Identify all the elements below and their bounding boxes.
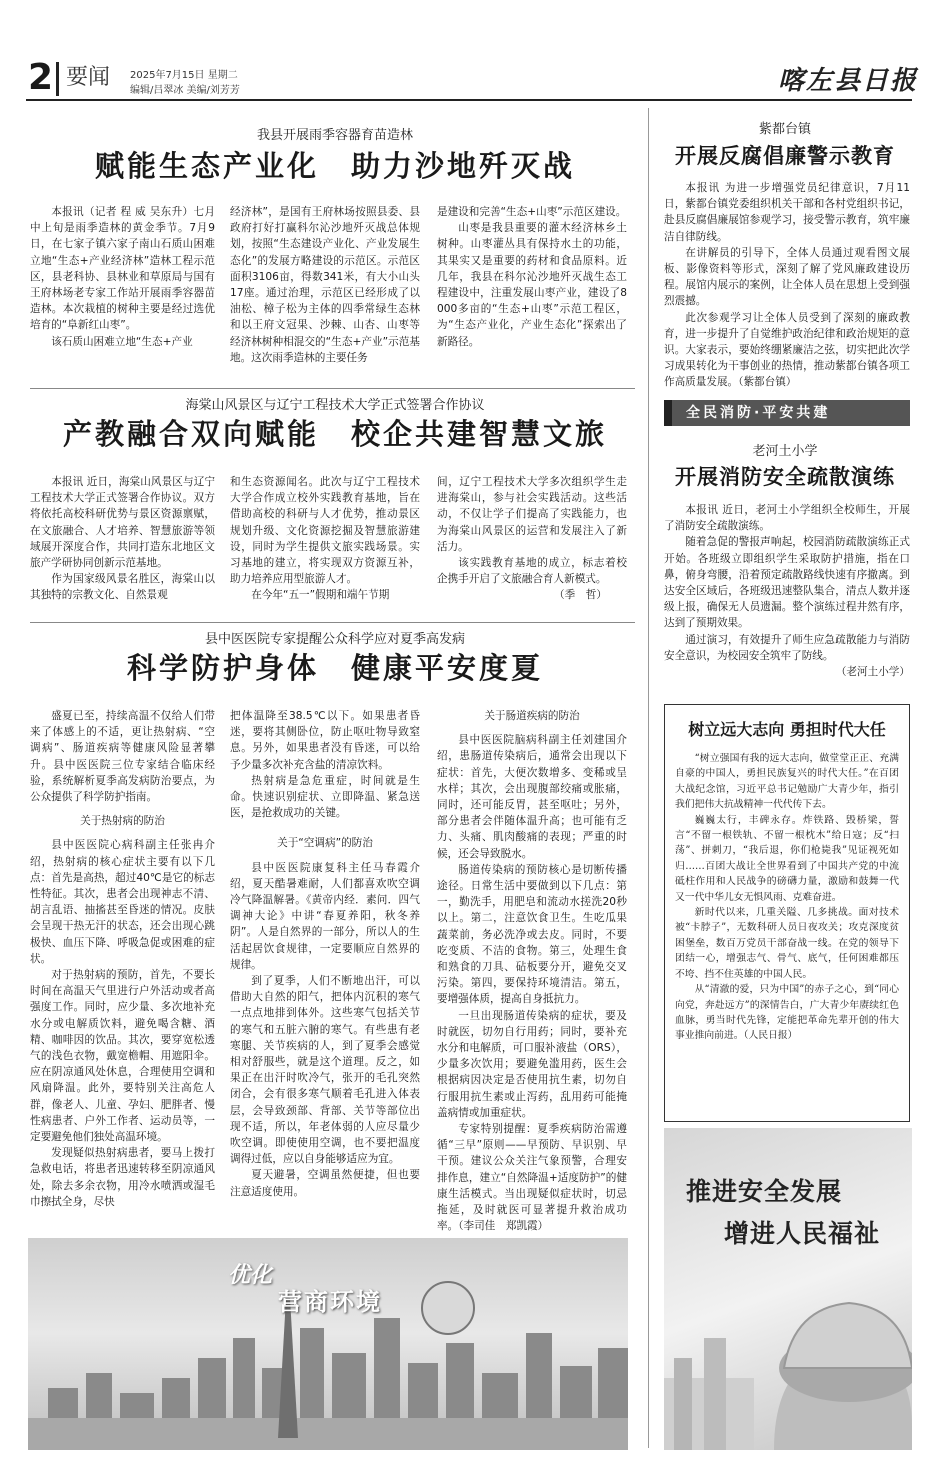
r1-body — [664, 180, 910, 391]
editorial-title: 树立远大志向 勇担时代大任 — [688, 720, 886, 739]
editor-line: 编辑/吕翠冰 美编/刘芳芳 — [130, 85, 240, 96]
paragraph: 县中医医院脑病科副主任刘建国介绍，患肠道传染病后，通常会出现以下症状：首先，大便次数增多、变稀或呈水样；其次，会出现腹部绞痛或胀痛，同时，还可能反胃，甚至呕吐；另外，部分患者会伴随体温升高；也可能有乏力、头痛、肌肉酸痛的表现；严重的时候，还会导致脱水。 — [437, 734, 627, 860]
section-name: 要闻 — [66, 65, 111, 90]
editorial-body — [675, 751, 899, 1044]
r2-title: 开展消防安全疏散演练 — [675, 464, 895, 489]
paragraph: 本报讯（记者 程 威 吴东升）七月中上旬是雨季造林的黄金季节。7月9日，在七家子镇六家子南山石质山困难立地“生态+产业经济林”造林工程示范区，县老科协、县林业和草原局与国有王府林场老专家工作站开展雨季容器苗造林。本次栽植的树种主要是经过选优培育的“阜新红山枣”。 — [30, 206, 215, 332]
page-number: 2 — [28, 57, 54, 98]
paragraph: 作为国家级风景名胜区，海棠山以其独特的宗教文化、自然景观 — [30, 573, 215, 602]
header-divider-bar — [56, 62, 59, 96]
paragraph: 到了夏季，人们不断地出汗，可以借助大自然的阳气，把体内沉积的寒气一点点地排到体外。这些寒气包括关节的寒气和五脏六腑的寒气。有些患有老寒腿、关节疾病的人，到了夏季会感觉相对舒服些，就是这个道理。反之，如果正在出汗时吹冷气，张开的毛孔突然闭合，会有很多寒气顺着毛孔进入体表层，会导致颈部、背部、关节等部位出现不适，所以，年老体弱的人应尽量少吹空调。即使使用空调，也不要把温度调得过低，应以自身能够适应为宜。 — [230, 975, 420, 1166]
masthead-logo: 喀左县日报 — [778, 66, 919, 96]
paragraph: 本报讯 近日，海棠山风景区与辽宁工程技术大学正式签署合作协议。双方将依托高校科研优势与景区资源禀赋，在文旅融合、人才培养、智慧旅游等领域展开深度合作，共同打造东北地区文旅产学研协同创新示范基地。 — [30, 476, 215, 570]
paragraph: 专家特别提醒：夏季疾病防治需遵循“三早”原则——早预防、早识别、早干预。建议公众关注气象预警，合理安排作息，建立“自然降温+适度防护”的健康生活模式。当出现疑似症状时，切忌拖延，及时就医可显著提升救治成功率。（李司佳 郑凯霞） — [437, 1123, 627, 1233]
paragraph: 本报讯 近日，老河土小学组织全校师生，开展了消防安全疏散演练。 — [664, 504, 910, 533]
fire-safety-banner — [664, 400, 910, 426]
paragraph: 夏天避暑，空调虽然便捷，但也要注意适度使用。 — [230, 1169, 420, 1198]
a3-section-ac: 关于“空调病”的防治 — [277, 837, 373, 850]
paragraph: 从“清澈的爱，只为中国”的赤子之心，到“同心向党，奔赴远方”的深情告白，广大青少年赓续红色血脉，勇当时代先锋，定能把革命先辈开创的伟大事业推向前进。（人民日报） — [675, 984, 899, 1042]
a2-bottom-rule — [30, 622, 635, 623]
paragraph: 发现疑似热射病患者，要马上拨打急救电话，将患者迅速转移至阴凉通风处，除去多余衣物，用冷水喷洒或湿毛巾擦拭全身，尽快 — [30, 1147, 215, 1208]
paragraph: 在讲解员的引导下，全体人员通过观看图文展板、影像资料等形式，深刻了解了党风廉政建设历程。展馆内展示的案例，让全体人员在思想上受到强烈震撼。 — [664, 246, 910, 308]
ad-right-line1: 推进安全发展 — [686, 1177, 843, 1206]
paragraph: 和生态资源闻名。此次与辽宁工程技术大学合作成立校外实践教育基地，旨在借助高校的科研与人才优势，推动景区规划升级、文化资源挖掘及智慧旅游建设，同时为学生提供文旅实践场景。实习基地的建立，将实现双方资源互补，助力培养应用型旅游人才。 — [230, 476, 420, 586]
a3-col1 — [30, 708, 215, 1210]
banner-accent — [664, 400, 672, 426]
paragraph: 在今年“五一”假期和端午节期 — [251, 589, 390, 602]
a1-subtitle: 我县开展雨季容器育苗造林 — [256, 128, 413, 143]
city-skyline-icon — [28, 1238, 628, 1450]
paragraph: 该石质山困难立地“生态+产业 — [51, 335, 193, 348]
paragraph: 对于热射病的预防，首先，不要长时间在高温天气里进行户外活动或者高强度工作。同时，应少量、多次地补充水分或电解质饮料，避免喝含糖、酒精、咖啡因的饮品。其次，要穿宽松透气的浅色衣物，戴宽檐帽、用遮阳伞。应在阴凉通风处休息，合理使用空调和风扇降温。此外，要特别关注高危人群，像老人、儿童、孕妇、肥胖者、慢性病患者、户外工作者、运动员等，一定要避免他们独处高温环境。 — [30, 969, 215, 1144]
a3-subtitle: 县中医医院专家提醒公众科学应对夏季高发病 — [204, 632, 465, 647]
paragraph: 把体温降至38.5℃以下。如果患者昏迷，要将其侧卧位，防止呕吐物导致窒息。另外，如果患者没有昏迷，可以给予少量多次补充含盐的清凉饮料。 — [230, 710, 420, 771]
paragraph: 一旦出现肠道传染病的症状，要及时就医，切勿自行用药；同时，要补充水分和电解质，可口服补液盐（ORS），少量多次饮用；要避免滥用药，医生会根据病因决定是否使用抗生素，切勿自行服用抗生素或止泻药，乱用药可能掩盖病情或加重症状。 — [437, 1009, 627, 1119]
paragraph: 山枣是我县重要的灌木经济林乡土树种。山枣灌丛具有保持水土的功能，其果实又是重要的药材和食品原料。近几年，我县在科尔沁沙地歼灭战生态工程建设中，注重发展山枣产业，建设了8000多亩的“生态+山枣”示范工程区，为“生态产业化，产业生态化”探索出了新路径。 — [437, 222, 627, 348]
a3-col2 — [230, 708, 420, 1200]
paragraph: 县中医医院康复科主任马春霞介绍，夏天酷暑难耐，人们都喜欢吹空调冷气降温解暑。《黄帝内经．素问．四气调神大论》中讲“春夏养阳，秋冬养阴”。人是自然界的一部分，所以人的生活起居饮食规律，一定要顺应自然界的规律。 — [230, 861, 420, 971]
paragraph: 新时代以来，几重关隘、几多挑战。面对技术被“卡脖子”，无数科研人员日夜攻关；攻克深度贫困堡垒，数百万党员干部奋战一线。在党的领导下团结一心，增强志气、骨气、底气，任何困难都压不垮、挡不住英雄的中国人民。 — [675, 907, 899, 980]
a2-col1 — [30, 474, 215, 604]
a2-title: 产教融合双向赋能 校企共建智慧文旅 — [62, 417, 607, 451]
paragraph: 此次参观学习让全体人员受到了深刻的廉政教育，进一步提升了自觉维护政治纪律和政治规矩的意识。大家表示，要始终绷紧廉洁之弦，切实把此次学习成果转化为干事创业的热情，推动紫都台镇各项工作高质量发展。（紫都台镇） — [664, 311, 910, 389]
paragraph: 间，辽宁工程技术大学多次组织学生走进海棠山，参与社会实践活动。这些活动，不仅让学子们提高了实践能力，也为海棠山风景区的运营和发展注入了新活力。 — [437, 476, 627, 553]
r2-body — [664, 502, 910, 680]
header-rule — [26, 99, 912, 101]
paragraph: 肠道传染病的预防核心是切断传播途径。日常生活中要做到以下几点：第一，勤洗手，用肥皂和流动水搓洗20秒以上。第二，注意饮食卫生。生吃瓜果蔬菜前，务必洗净或去皮。同时，不要吃变质、不洁的食物。第三，处理生食和熟食的刀具、砧板要分开，避免交叉污染。第四，要保持环境清洁。第五，要增强体质，提高自身抵抗力。 — [437, 863, 627, 1006]
a1-bottom-rule — [30, 388, 635, 389]
paragraph: “树立强国有我的远大志向，做堂堂正正、充满自豪的中国人，勇担民族复兴的时代大任。”在百团大战纪念馆，习近平总书记勉励广大青少年，指引我们把伟大抗战精神一代代传下去。 — [675, 753, 899, 811]
a1-col1 — [30, 204, 215, 350]
ad-left-title: 营商环境 — [278, 1287, 382, 1316]
paragraph: 是建设和完善“生态+山枣”示范区建设。 — [437, 206, 627, 218]
paragraph: 巍巍太行，丰碑永存。炸铁路、毁桥梁，誓言“不留一根铁轨、不留一根枕木”给日寇；反“扫荡”、拼刺刀，“我后退，你们枪毙我”见证视死如归……百团大战让全世界看到了中国共产党的中流砥柱作用和人民战争的磅礴力量，激励和鼓舞一代又一代中华儿女无惧风雨、克难奋进。 — [675, 814, 899, 903]
paragraph: 县中医医院心病科副主任张冉介绍，热射病的核心症状主要有以下几点：首先是高热，超过40℃是它的标志性特征。其次，患者会出现神志不清、胡言乱语、抽搐甚至昏迷的情况。皮肤会呈现干热无汗的状态，还会出现心跳极快、血压下降、呼吸急促或困难的症状。 — [30, 839, 215, 965]
date-line: 2025年7月15日 星期二 — [130, 70, 238, 81]
a2-col2 — [230, 474, 420, 604]
paragraph: 盛夏已至，持续高温不仅给人们带来了体感上的不适，更让热射病、“空调病”、肠道疾病等健康风险显著攀升。县中医医院三位专家结合临床经验，系统解析夏季高发病防治要点，为公众提供了科学防护指南。 — [30, 710, 215, 804]
paragraph: 本报讯 为进一步增强党员纪律意识，7月11日，紫都台镇党委组织机关干部和各村党组织书记，赴县反腐倡廉展馆参观学习，接受警示教育，筑牢廉洁自律防线。 — [664, 182, 910, 243]
paragraph: 热射病是急危重症，时间就是生命。快速识别症状、立即降温、紧急送医，是抢救成功的关键。 — [230, 774, 420, 820]
a3-section-gut: 关于肠道疾病的防治 — [484, 710, 580, 722]
r2-signature: （老河土小学） — [835, 666, 910, 679]
a1-col2 — [230, 204, 420, 366]
paragraph: 经济林”，是国有王府林场按照县委、县政府打好打赢科尔沁沙地歼灭战总体规划，按照“生态建设产业化、产业发展生态化”的发展方略建设的示范区。示范区面积3106亩，得数341米，有大小山头17座。通过治理，示范区已经形成了以油松、樟子松为主体的四季常绿生态林和以王府文冠果、沙棘、山杏、山枣等经济林树种相混交的“生态+产业”示范基地。这次雨季造林的主要任务 — [230, 206, 420, 364]
ad-right-line2: 增进人民福祉 — [724, 1219, 881, 1248]
editorial-box — [664, 704, 910, 1122]
paragraph: 随着急促的警报声响起，校园消防疏散演练正式开始。各班级立即组织学生采取防护措施，指在口鼻，俯身弯腰，沿着预定疏散路线快速有序撤离。到达安全区域后，各班级迅速整队集合，清点人数并逐级上报，确保无人员遗漏。整个演练过程井然有序，达到了预期效果。 — [664, 536, 910, 630]
a2-signature: （季 哲） — [554, 589, 607, 602]
a1-title: 赋能生态产业化 助力沙地歼灭战 — [94, 149, 575, 183]
banner-text: 全民消防·平安共建 — [686, 405, 831, 421]
r1-title: 开展反腐倡廉警示教育 — [675, 143, 895, 168]
a1-col3 — [437, 204, 627, 350]
a2-subtitle: 海棠山风景区与辽宁工程技术大学正式签署合作协议 — [185, 398, 485, 413]
ad-safety-development — [664, 1128, 912, 1450]
column-divider — [648, 108, 649, 1448]
ad-left-small-text: 优化 — [228, 1262, 273, 1288]
paragraph: 通过演习，有效提升了师生应急疏散能力与消防安全意识，为校园安全筑牢了防线。 — [664, 633, 910, 662]
r2-subtitle: 老河土小学 — [752, 444, 818, 459]
r1-subtitle: 紫都台镇 — [758, 122, 811, 137]
paragraph: 该实践教育基地的成立，标志着校企携手开启了文旅融合育人新模式。 — [437, 557, 627, 586]
a3-title: 科学防护身体 健康平安度夏 — [126, 651, 543, 685]
a3-col3 — [437, 708, 627, 1235]
a3-section-heat: 关于热射病的防治 — [80, 815, 165, 828]
a2-col3 — [437, 474, 627, 604]
ad-business-environment — [28, 1238, 628, 1450]
